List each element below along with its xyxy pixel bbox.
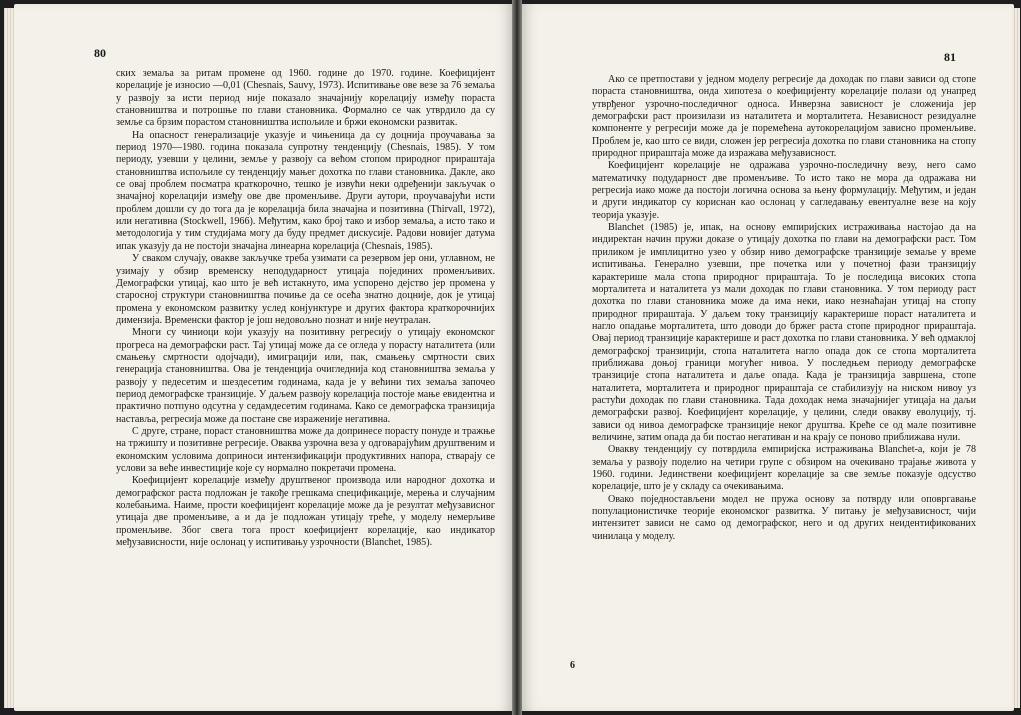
- signature-mark: 6: [570, 660, 575, 671]
- paragraph: У сваком случају, овакве закључке треба узимати са резервом јер они, углавном, не узимају у обзир временску неподударност утицаја појединих променљивих. Демографски утицај, као што је већ истакнуто, има успорено дејство јер промена у старосној структури становништва почиње да се осећа знатно доцније, док је утицај промена у економском развитку услед конјунктуре и других фактора краткорочнијих димензија. Временски фактор је још недовољно познат и није неутралан.: [116, 253, 495, 326]
- book-gutter: [512, 0, 522, 715]
- left-page-text: [116, 68, 495, 549]
- page-number: 80: [94, 46, 106, 60]
- paragraph: Ако се претпостави у једном моделу регресије да доходак по глави зависи од стопе пораста становништва, онда хипотеза о коефицијенту корелације полази од унапред утврђеног узрочно-последичног односа. Инверзна зависност је сложенија јер демографски раст произилази из наталитета и морталитета. Независност резидуалне компоненте у регресији може да је поремећена аутокорелацијом зависно променљиве. Проблем је, као што се види, сложен јер регресија дохотка по глави становника на стопу природног прираштаја може да изражава међузависност.: [592, 74, 976, 160]
- left-page: [14, 4, 512, 711]
- paragraph: Коефицијент корелације између друштвеног производа или народног дохотка и демографског раста подложан је такође грешкама спецификације, мерења и случајним колебањима. Наиме, прости коефицијент корелације може да је резултат међузависног утицаја две променљиве, а и да је подложан утицају треће, у моделу немерљиве променљиве. Због свега тога прост коефицијент корелације, као индикатор међузависности, није ослонац у испитивању узрочности (Blanchet, 1985).: [116, 475, 495, 549]
- paragraph: Овакву тенденцију су потврдила емпиријска истраживања Blanchet-a, који је 78 земаља у развоју поделио на четири групе с обзиром на очекивано трајање живота у 1960. години. Јединствени коефицијент корелације за све земље показује одсуство корелације, што је у складу са очекивањима.: [592, 444, 976, 493]
- paragraph: Blanchet (1985) је, ипак, на основу емпиријских истраживања настојао да на индиректан начин пружи доказе о утицају дохотка по глави на демографски раст. Том приликом је имплицитно узео у обзир ниво демографске транзиције земаље у време испитивања. Генерално узевши, пре почетка или у почетној фази транзицију карактерише мала стопа природног прираштаја. То је последица високих стопа морталитета и наталитета уз мали доходак по глави становника. У том периоду раст дохотка по глави становника може да има неки, иако незнаћајан утицај на стопу природног прираштаја. У даљем току транзицију карактерише пораст наталитета и нагло опадање морталитета, што доводи до бржег раста стопе природног прираштаја. Овај период транзиције карактерише и раст дохотка по глави становника. У већ одмаклој демографској транзицији, стопа наталитета нагло опада док се стопа морталитета приближава доњој граници могућег нивоа. У последњем периоду демографске транзиције стопа наталитета и даље опада. Када је транзиција завршена, стопе наталитета, морталитета и природног прираштаја се стабилизују на ниском нивоу уз растући доходак по глави становника. Тада доходак нема значајнијег утицаја на даљи демографски развој. Коефицијент корелације, у целини, следи овакву еволуцију, тј. зависи од нивоа демографске транзиције неког друштва. Креће се од мале позитивне величине, затим опада да би постао негативан и на крају се поново приближава нули.: [592, 222, 976, 443]
- right-page-edges: [1012, 8, 1020, 708]
- paragraph: С друге, стране, пораст становништва може да допринесе порасту понуде и тражње на тржишту и позитивне регресије. Оваква узрочна веза у одговарајућим друштвеним и економским условима доприноси интензификацији продуктивних напора, стварају се услови за веће инвестиције које су нормално покретачи промена.: [116, 425, 495, 474]
- paragraph: Коефицијент корелације не одражава узрочно-последичну везу, него само математичку подударност две променљиве. То исто тако не мора да одражава ни регресија иако може да постоји логична основа за њену формулацију. Међутим, и један и други индикатор су кориснан као ослонац у сагледавању евентуалне везе на коју теорија указује.: [592, 160, 976, 221]
- paragraph: Многи су чиниоци који указују на позитивну регресију о утицају економског прогреса на демографски раст. Тај утицај може да се огледа у порасту наталитета (или смањењу смртности одојчади), имиграцији или, пак, смањењу смртности свих генерација становништва. Ова је тенденција очигледнија код становништва земаља у развоју у педесетим и шездесетим годинама, када је у већини тих земаља започео период демографске транзиције. У даљем развоју корелација постоје мање евидентна и практично потпуно одсутна у седамдесетим годинама. Како се демографска транзиција наставља, регресија може да постане све израженије негативна.: [116, 327, 495, 425]
- right-page: [522, 4, 1014, 711]
- paragraph: Овако поједностављени модел не пружа основу за потврду или оповргавање популационистичке теорије економског развитка. У питању је међузависност, чији интензитет зависи не само од демографског, него и од других неидентификованих чинилаца у моделу.: [592, 493, 976, 542]
- right-page-text: [592, 74, 976, 543]
- paragraph: ских земаља за ритам промене од 1960. године до 1970. године. Коефицијент корелације је износио —0,01 (Chesnais, Sauvy, 1973). Испитивање ове везе за 76 земаља у развоју за исти период није показало значајнију корелацију између пораста становништва и потрошње по глави становника. Формално се чак утврдило да су земље са брзим порастом становништва испољиле и бржи економски развитак.: [116, 68, 495, 129]
- paragraph: На опасност генерализације указује и чињеница да су доцнија проучавања за период 1970—1980. година показала супротну тенденцију (Chesnais, 1985). У том периоду, узевши у целини, земље у развоју са већом стопом природног прираштаја становништва испољиле су тенденцију мањег дохотка по глави становника. Дакле, ако се овај проблем посматра краткорочно, тешко је извући неки одређенији закључак о значајној корелацији између ове две променљиве. Други аутори, проучавајући исти проблем дошли су до тога да је корелација била значајна и позитивна (Thirvall, 1972), или негативна (Stockwell, 1966). Међутим, како број тако и избор земаља, а исто тако и методологија у тим студијама могу да буду предмет дискусије. Радови новијег датума ипак указују да не постоји значајна линеарна корелација (Chesnais, 1985).: [116, 129, 495, 252]
- page-number: 81: [944, 50, 956, 64]
